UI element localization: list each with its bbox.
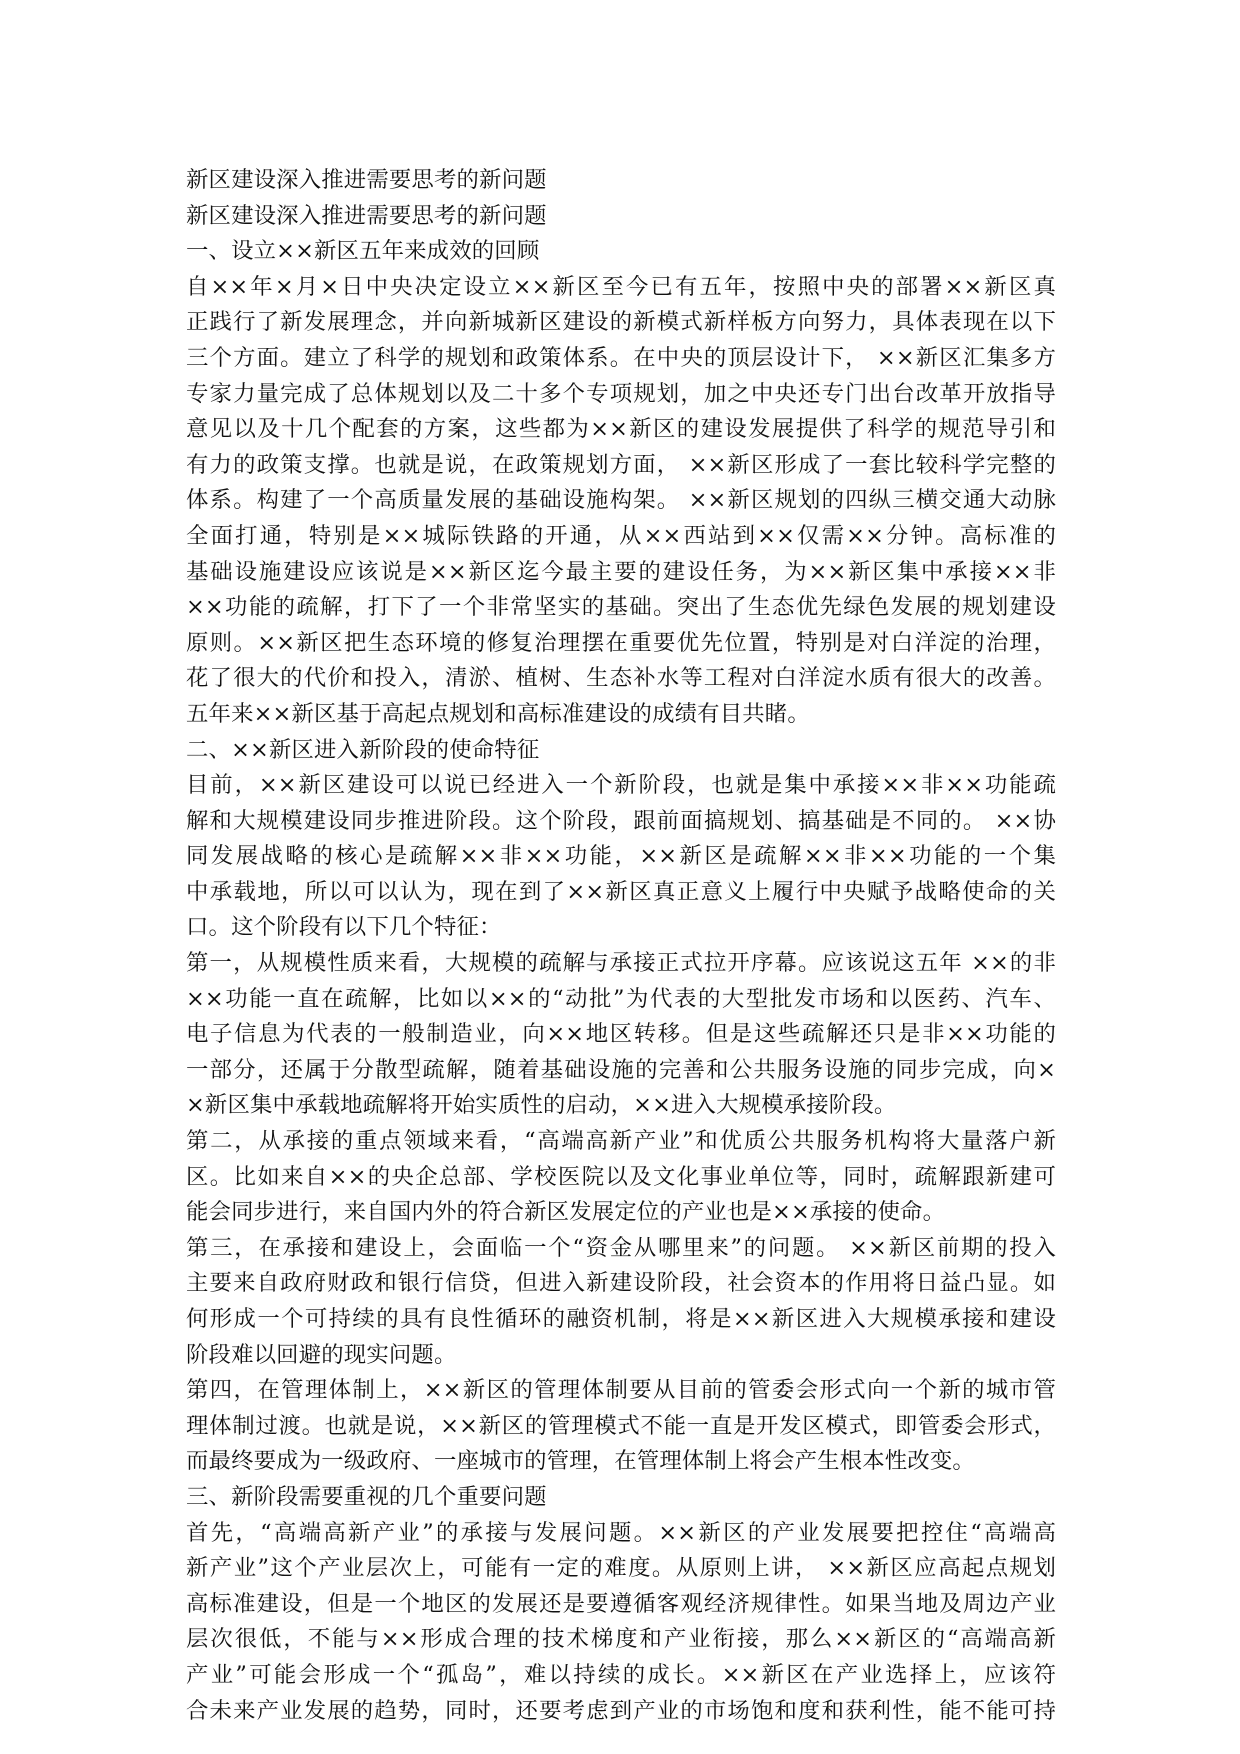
- text-line: 主要来自政府财政和银行信贷，但进入新建设阶段，社会资本的作用将日益凸显。如: [186, 1270, 1056, 1297]
- text-line: 基础设施建设应该说是××新区迄今最主要的建设任务，为××新区集中承接××非: [186, 558, 1056, 585]
- text-line: 新区建设深入推进需要思考的新问题: [186, 202, 547, 229]
- text-line: 层次很低，不能与××形成合理的技术梯度和产业衔接，那么××新区的“高端高新: [186, 1626, 1056, 1653]
- text-line: 第二，从承接的重点领域来看，“高端高新产业”和优质公共服务机构将大量落户新: [186, 1128, 1056, 1155]
- text-line: 三、新阶段需要重视的几个重要问题: [186, 1483, 547, 1510]
- text-line: 有力的政策支撑。也就是说，在政策规划方面， ××新区形成了一套比较科学完整的: [186, 451, 1056, 478]
- text-line: ××功能一直在疏解，比如以××的“动批”为代表的大型批发市场和以医药、汽车、: [186, 985, 1056, 1012]
- text-line: 高标准建设，但是一个地区的发展还是要遵循客观经济规律性。如果当地及周边产业: [186, 1590, 1056, 1617]
- text-line: 体系。构建了一个高质量发展的基础设施构架。 ××新区规划的四纵三横交通大动脉: [186, 487, 1056, 514]
- document-body: [186, 163, 1056, 1729]
- text-line: 区。比如来自××的央企总部、学校医院以及文化事业单位等，同时，疏解跟新建可: [186, 1163, 1056, 1190]
- text-line: 口。这个阶段有以下几个特征：: [186, 914, 502, 941]
- text-line: 新产业”这个产业层次上，可能有一定的难度。从原则上讲， ××新区应高起点规划: [186, 1555, 1056, 1582]
- text-line: 电子信息为代表的一般制造业，向××地区转移。但是这些疏解还只是非××功能的: [186, 1021, 1056, 1048]
- text-line: 自××年×月×日中央决定设立××新区至今已有五年，按照中央的部署××新区真: [186, 273, 1056, 300]
- text-line: 意见以及十几个配套的方案，这些都为××新区的建设发展提供了科学的规范导引和: [186, 416, 1056, 443]
- text-line: 花了很大的代价和投入，清淤、植树、生态补水等工程对白洋淀水质有很大的改善。: [186, 665, 1056, 692]
- text-line: 二、××新区进入新阶段的使命特征: [186, 736, 540, 763]
- text-line: 一、设立××新区五年来成效的回顾: [186, 238, 540, 265]
- text-line: ×新区集中承载地疏解将开始实质性的启动，××进入大规模承接阶段。: [186, 1092, 897, 1119]
- text-line: 首先，“高端高新产业”的承接与发展问题。××新区的产业发展要把控住“高端高: [186, 1519, 1056, 1546]
- text-line: 第三，在承接和建设上，会面临一个“资金从哪里来”的问题。 ××新区前期的投入: [186, 1234, 1056, 1261]
- text-line: 何形成一个可持续的具有良性循环的融资机制，将是××新区进入大规模承接和建设: [186, 1306, 1056, 1332]
- text-line: 合未来产业发展的趋势，同时，还要考虑到产业的市场饱和度和获利性，能不能可持: [186, 1697, 1056, 1724]
- text-line: 一部分，还属于分散型疏解，随着基础设施的完善和公共服务设施的同步完成，向×: [186, 1056, 1056, 1083]
- text-line: 阶段难以回避的现实问题。: [186, 1341, 457, 1368]
- text-line: 解和大规模建设同步推进阶段。这个阶段，跟前面搞规划、搞基础是不同的。 ××协: [186, 807, 1056, 834]
- text-line: 正践行了新发展理念，并向新城新区建设的新模式新样板方向努力，具体表现在以下: [186, 309, 1056, 336]
- text-line: 同发展战略的核心是疏解××非××功能，××新区是疏解××非××功能的一个集: [186, 843, 1056, 870]
- text-line: 第一，从规模性质来看，大规模的疏解与承接正式拉开序幕。应该说这五年 ××的非: [186, 950, 1056, 977]
- text-line: 三个方面。建立了科学的规划和政策体系。在中央的顶层设计下， ××新区汇集多方: [186, 344, 1056, 371]
- text-line: 全面打通，特别是××城际铁路的开通，从××西站到××仅需××分钟。高标准的: [186, 522, 1056, 549]
- text-line: ××功能的疏解，打下了一个非常坚实的基础。突出了生态优先绿色发展的规划建设: [186, 594, 1056, 621]
- text-line: 目前，××新区建设可以说已经进入一个新阶段，也就是集中承接××非××功能疏: [186, 772, 1056, 799]
- text-line: 新区建设深入推进需要思考的新问题: [186, 167, 547, 193]
- text-line: 专家力量完成了总体规划以及二十多个专项规划，加之中央还专门出台改革开放指导: [186, 380, 1056, 407]
- text-line: 五年来××新区基于高起点规划和高标准建设的成绩有目共睹。: [186, 700, 810, 727]
- text-line: 第四，在管理体制上，××新区的管理体制要从目前的管委会形式向一个新的城市管: [186, 1377, 1056, 1404]
- text-line: 产业”可能会形成一个“孤岛”，难以持续的成长。××新区在产业选择上，应该符: [186, 1661, 1056, 1688]
- text-line: 原则。××新区把生态环境的修复治理摆在重要优先位置，特别是对白洋淀的治理，: [186, 629, 1056, 656]
- text-line: 中承载地，所以可以认为，现在到了××新区真正意义上履行中央赋予战略使命的关: [186, 878, 1056, 905]
- text-line: 理体制过渡。也就是说，××新区的管理模式不能一直是开发区模式，即管委会形式，: [186, 1412, 1056, 1439]
- text-line: 而最终要成为一级政府、一座城市的管理，在管理体制上将会产生根本性改变。: [186, 1448, 975, 1475]
- text-line: 能会同步进行，来自国内外的符合新区发展定位的产业也是××承接的使命。: [186, 1199, 946, 1226]
